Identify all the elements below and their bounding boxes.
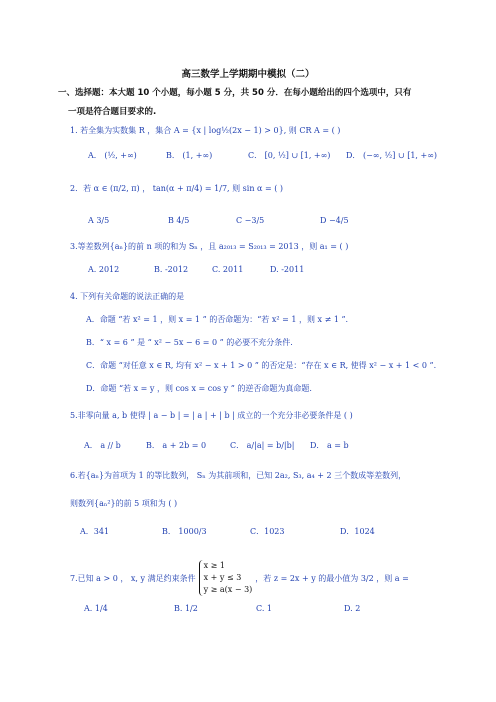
- question-7-stem-pre: 7.已知 a > 0 ， x, y 满足约束条件: [70, 573, 196, 583]
- question-5-option-c[interactable]: C． a/|a| = b/|b|: [230, 441, 295, 450]
- question-7-option-c[interactable]: C. 1: [256, 604, 273, 613]
- question-1-option-d[interactable]: D． (−∞, ½] ∪ [1, +∞): [346, 151, 437, 160]
- question-7-option-d[interactable]: D. 2: [344, 604, 361, 613]
- question-4: [70, 291, 184, 302]
- constraint-3: y ≥ a(x − 3): [203, 585, 253, 594]
- question-4-option-a[interactable]: A．命题 “若 x² = 1 ，则 x = 1 ” 的否命题为：“若 x² = 1 ，则 x ≠ 1 ”.: [86, 315, 349, 324]
- question-3-option-b[interactable]: B. -2012: [154, 265, 189, 274]
- question-1-option-b[interactable]: B． (1, +∞): [166, 151, 213, 160]
- question-6-stem-1: 6.若{aₙ}为首项为 1 的等比数列， Sₙ 为其前项和，已知 2a₂, S₃, a₄ + 2 三个数成等差数列，: [70, 471, 407, 480]
- section-line-1: 一、选择题：本大题 10 个小题，每小题 5 分，共 50 分．在每小题给出的四个选项中，只有: [58, 88, 412, 98]
- section-heading: [58, 84, 458, 122]
- question-4-options: [86, 314, 476, 404]
- question-1-option-c[interactable]: C． [0, ½] ∪ [1, +∞): [248, 151, 331, 160]
- question-7-option-b[interactable]: B. 1/2: [174, 604, 198, 613]
- question-4-option-c[interactable]: C．命题 “对任意 x ∈ R, 均有 x² − x + 1 > 0 ” 的否定是：“存在 x ∈ R, 使得 x² − x + 1 < 0 ”.: [86, 361, 437, 370]
- question-5-option-b[interactable]: B． a + 2b = 0: [146, 441, 207, 450]
- question-3-option-c[interactable]: C. 2011: [212, 265, 244, 274]
- question-2: [70, 183, 283, 194]
- question-6: [70, 470, 406, 481]
- question-4-stem: 4. 下列有关命题的说法正确的是: [70, 292, 185, 301]
- question-2-option-d[interactable]: D −4/5: [320, 216, 349, 225]
- question-7-option-a[interactable]: A. 1/4: [84, 604, 108, 613]
- section-line-2: 一项是符合题目要求的.: [68, 107, 157, 117]
- question-1-options: [88, 150, 468, 164]
- question-1-stem: 1. 若全集为实数集 R ，集合 A = {x | log½(2x − 1) > 0}, 则 CR A = ( ): [70, 126, 341, 135]
- question-5-stem: 5.非零向量 a, b 使得 | a − b | = | a | + | b | 成立的一个充分非必要条件是 ( ): [70, 411, 353, 420]
- constraint-2: x + y ≤ 3: [203, 573, 242, 582]
- question-3: [70, 241, 348, 252]
- question-2-options: [88, 216, 468, 230]
- question-6-option-c[interactable]: C．1023: [250, 527, 285, 536]
- question-6-option-a[interactable]: A．341: [80, 527, 110, 536]
- question-4-option-b[interactable]: B．“ x = 6 ” 是 “ x² − 5x − 6 = 0 ” 的必要不充分条件.: [86, 338, 293, 347]
- question-2-stem: 2．若 α ∈ (π/2, π) ， tan(α + π/4) = 1/7, 则 sin α = ( ): [70, 184, 283, 193]
- question-5-option-a[interactable]: A． a // b: [84, 441, 121, 450]
- question-2-option-c[interactable]: C −3/5: [236, 216, 265, 225]
- question-5-options: [84, 440, 464, 454]
- constraint-1: x ≥ 1: [203, 561, 225, 570]
- question-3-option-d[interactable]: D. -2011: [270, 265, 305, 274]
- question-5-option-d[interactable]: D． a = b: [310, 441, 349, 450]
- question-5: [70, 410, 353, 421]
- question-6-option-b[interactable]: B． 1000/3: [162, 527, 207, 536]
- question-6-options: [80, 526, 460, 540]
- question-4-option-d[interactable]: D．命题 “若 x = y ，则 cos x = cos y ” 的逆否命题为真命题.: [86, 384, 312, 393]
- question-1: [70, 125, 340, 136]
- question-7-stem-post: ，若 z = 2x + y 的最小值为 3/2 ，则 a =: [255, 573, 409, 583]
- question-6-stem-2: 则数列{aₙ²}的前 5 项和为 ( ): [70, 499, 178, 508]
- question-7: [70, 556, 409, 600]
- question-1-option-a[interactable]: A． (½, +∞): [88, 151, 137, 160]
- question-6-continued: [70, 498, 177, 509]
- question-3-option-a[interactable]: A. 2012: [88, 265, 120, 274]
- question-6-option-d[interactable]: D．1024: [340, 527, 375, 536]
- question-7-options: [84, 604, 464, 618]
- page-title: 高三数学上学期期中模拟（二）: [181, 69, 315, 80]
- question-2-option-a[interactable]: A 3/5: [88, 216, 110, 225]
- constraint-system: [199, 560, 253, 596]
- question-3-options: [88, 265, 468, 279]
- question-2-option-b[interactable]: B 4/5: [168, 216, 190, 225]
- question-3-stem: 3.等差数列{aₙ}的前 n 项的和为 Sₙ ，且 a₂₀₁₃ = S₂₀₁₃ = 2013 ，则 a₁ = ( ): [70, 242, 349, 251]
